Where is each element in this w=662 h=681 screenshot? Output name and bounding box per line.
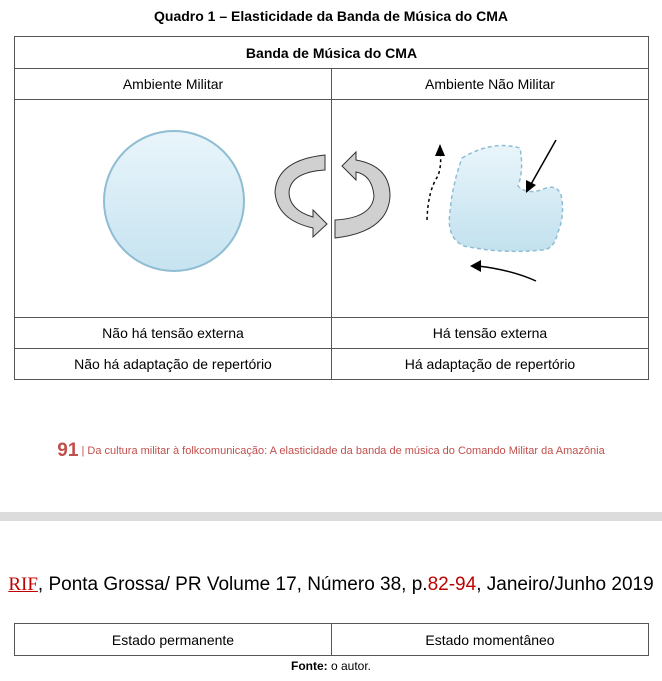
curved-arrow-right-icon bbox=[275, 155, 327, 237]
non-military-illustration-cell bbox=[332, 100, 649, 318]
source-value: o autor. bbox=[330, 659, 372, 673]
arrow-up-left bbox=[427, 152, 441, 220]
arrow-bottom bbox=[478, 266, 536, 281]
journal-rif-link[interactable]: RIF bbox=[8, 574, 38, 595]
row-adaptation-military: Não há adaptação de repertório bbox=[15, 349, 332, 380]
table-title: Quadro 1 – Elasticidade da Banda de Música do CMA bbox=[154, 8, 508, 24]
deformed-shape-illustration bbox=[332, 100, 650, 317]
column-non-military: Ambiente Não Militar bbox=[332, 69, 649, 100]
row-adaptation-non-military: Há adaptação de repertório bbox=[332, 349, 649, 380]
column-military: Ambiente Militar bbox=[15, 69, 332, 100]
source-note bbox=[0, 659, 662, 673]
round-shape-illustration bbox=[15, 100, 331, 317]
footer-text: Da cultura militar à folkcomunicação: A elasticidade da banda de música do Comando Militar da Amazônia bbox=[87, 445, 605, 457]
journal-date: , Janeiro/Junho 2019 bbox=[476, 574, 654, 595]
row-tension-non-military: Há tensão externa bbox=[332, 318, 649, 349]
source-label: Fonte: bbox=[290, 659, 328, 673]
military-illustration-cell bbox=[15, 100, 332, 318]
journal-info: , Ponta Grossa/ PR Volume 17, Número 38, p. bbox=[37, 574, 428, 595]
page-separator bbox=[0, 512, 662, 521]
curved-arrow-left-icon bbox=[335, 152, 390, 238]
journal-header bbox=[0, 574, 662, 596]
arrow-bottom-head-icon bbox=[470, 260, 481, 272]
footer-separator: | bbox=[81, 445, 85, 457]
round-shape bbox=[104, 131, 244, 271]
arrow-up-left-head-icon bbox=[435, 144, 445, 156]
state-permanent: Estado permanente bbox=[15, 624, 332, 656]
deformed-shape bbox=[449, 146, 562, 252]
elasticity-table bbox=[14, 36, 649, 380]
journal-pages: 82-94 bbox=[427, 574, 477, 595]
page-number: 91 bbox=[57, 440, 79, 461]
state-momentary: Estado momentâneo bbox=[332, 624, 649, 656]
continuation-table bbox=[14, 623, 649, 656]
arrow-diagonal bbox=[530, 140, 556, 186]
row-tension-military: Não há tensão externa bbox=[15, 318, 332, 349]
page-footer bbox=[0, 440, 662, 462]
table-header: Banda de Música do CMA bbox=[15, 37, 649, 69]
